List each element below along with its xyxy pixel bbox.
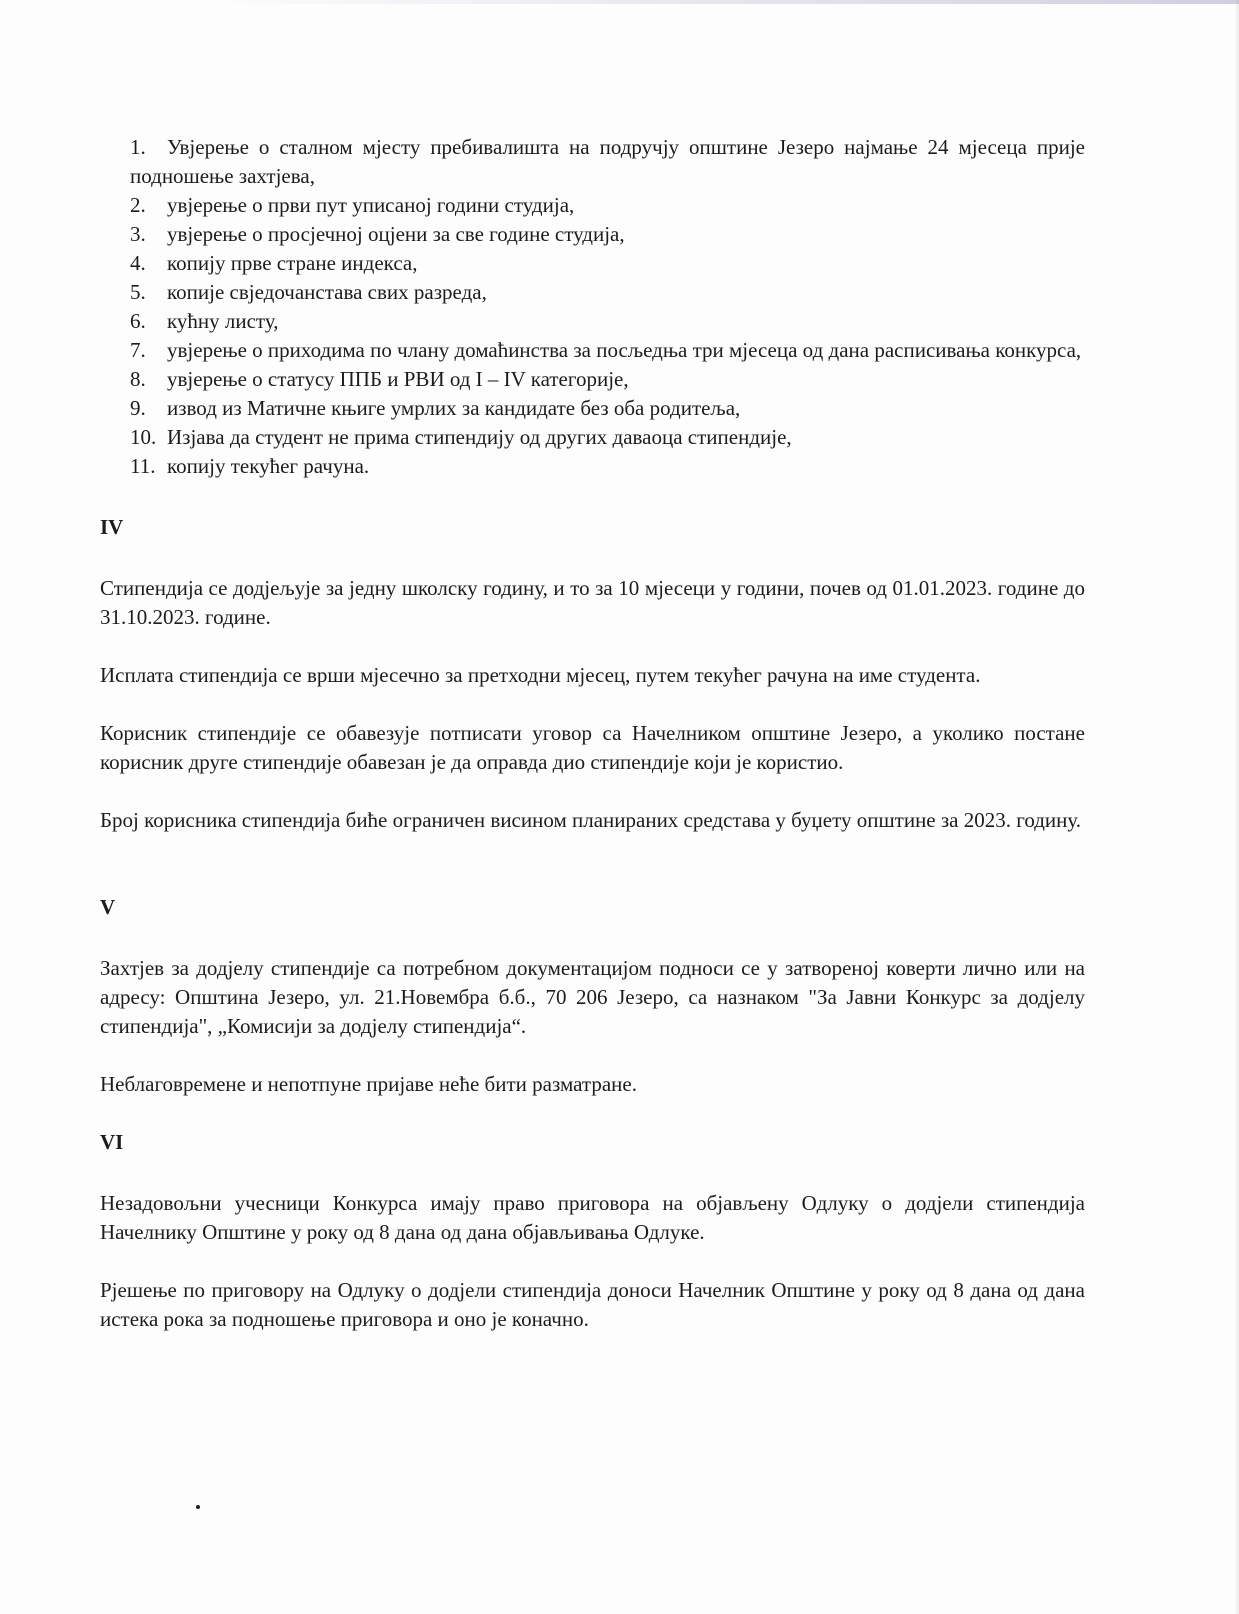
paragraph: Незадовољни учесници Конкурса имају право приговора на објављену Одлуку о додјели стипендија Начелнику Општине у року од 8 дана од дана објављивања Одлуке. (100, 1191, 1085, 1244)
section-heading-v: V (100, 895, 116, 919)
paragraph: Корисник стипендије се обавезује потписати уговор са Начелником општине Језеро, а уколико постане корисник друге стипендије обавезан је да оправда дио стипендије који је користио. (100, 721, 1085, 774)
paragraph: Број корисника стипендија биће ограничен висином планираних средстава у буџету општине за 2023. годину. (100, 808, 1082, 832)
document-body (100, 133, 1085, 1334)
section-heading-iv: IV (100, 515, 124, 539)
scan-edge-top (200, 0, 1239, 4)
list-item: 8. увјерење о статусу ППБ и РВИ од I – IV категорије, (130, 367, 629, 391)
paragraph: Захтјев за додјелу стипендије са потребном документацијом подноси се у затвореној коверти лично или на адресу: Општина Језеро, ул. 21.Новембра б.б., 70 206 Језеро, са назнаком "За Јавни Конкурс за додјелу стипендија", „Комисији за додјелу стипендија“. (100, 956, 1085, 1038)
list-item: 3. увјерење о просјечној оцјени за све године студија, (130, 222, 625, 246)
paragraph: Неблаговремене и непотпуне пријаве неће бити разматране. (100, 1072, 637, 1096)
list-item: 9. извод из Матичне књиге умрлих за кандидате без оба родитеља, (130, 396, 741, 420)
list-item: 4. копију прве стране индекса, (130, 251, 418, 275)
list-item: 2. увјерење о први пут уписаној години студија, (130, 193, 575, 217)
scan-speck (196, 1505, 200, 1509)
paragraph: Исплата стипендија се врши мјесечно за претходни мјесец, путем текућег рачуна на име студента. (100, 663, 981, 687)
list-item: 10. Изјава да студент не прима стипендију од других даваоца стипендије, (130, 425, 792, 449)
paragraph: Рјешење по приговору на Одлуку о додјели стипендија доноси Начелник Општине у року од 8 дана од дана истека рока за подношење приговора и оно је коначно. (100, 1278, 1085, 1331)
list-item: 1. Увјерење о сталном мјесту пребивалишта на подручју општине Језеро најмање 24 мјесеца прије подношење захтјева, (130, 135, 1085, 188)
section-heading-vi: VI (100, 1130, 124, 1154)
requirements-list (100, 133, 1085, 481)
paragraph: Стипендија се додјељује за једну школску годину, и то за 10 мјесеци у години, почев од 01.01.2023. године до 31.10.2023. године. (100, 576, 1085, 629)
list-item: 5. копије свједочанстава свих разреда, (130, 280, 487, 304)
list-item: 7. увјерење о приходима по члану домаћинства за посљедња три мјесеца од дана расписивања конкурса, (130, 338, 1082, 362)
list-item: 11. копију текућег рачуна. (130, 454, 370, 478)
list-item: 6. кућну листу, (130, 309, 279, 333)
